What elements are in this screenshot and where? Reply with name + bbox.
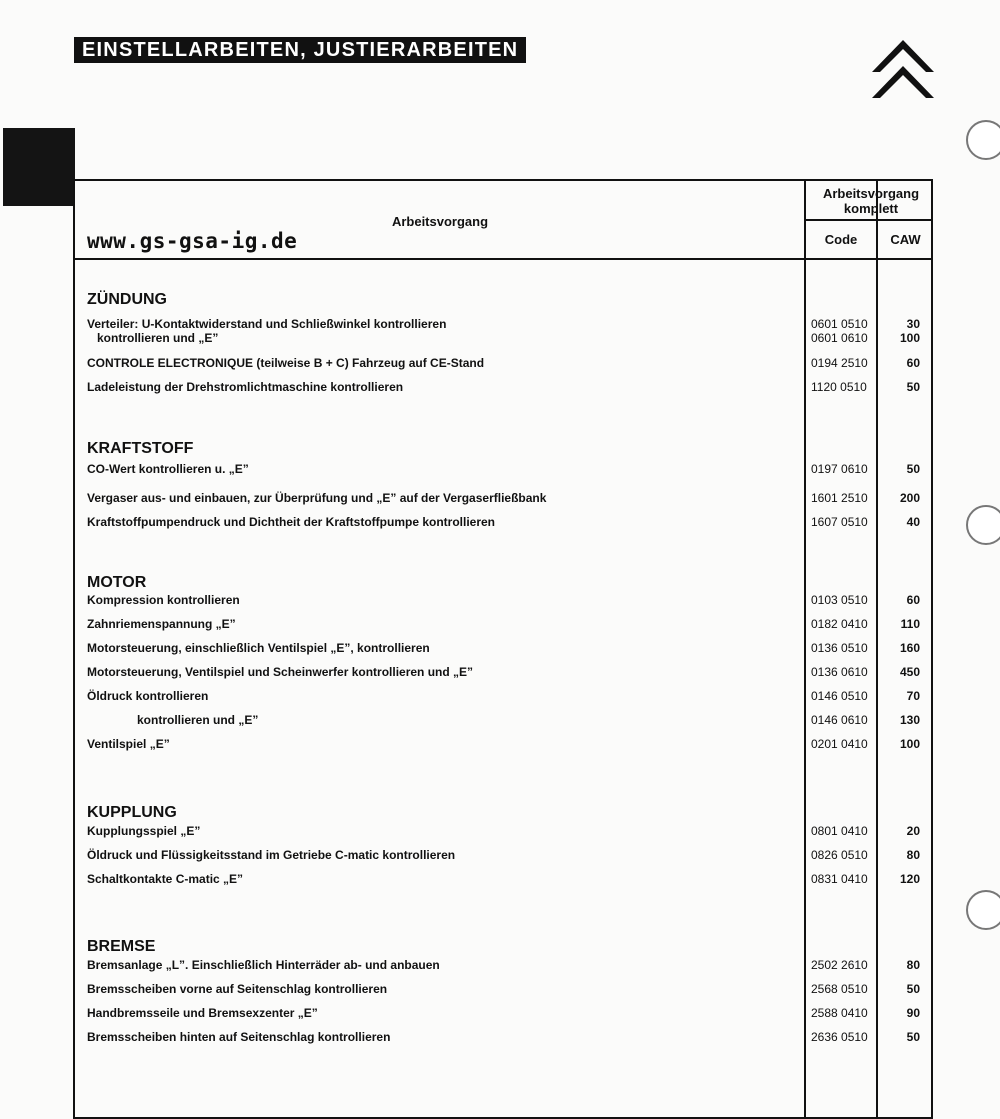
operation-code [811,737,868,751]
caw-value [900,317,920,345]
column-header-code: Code [824,232,858,247]
operation-code-value: 2636 0510 [811,1030,868,1044]
operation-code-value: 1601 2510 [811,491,868,505]
operation-code [811,462,868,476]
operation-code [811,380,867,394]
column-header-group: Arbeitsvorgang komplett [822,186,920,216]
operation-code-value: 0182 0410 [811,617,868,631]
operation-code-value: 0831 0410 [811,872,868,886]
caw-value [907,958,920,972]
punch-hole [966,890,1000,930]
operation-code-value: 2502 2610 [811,958,868,972]
section-heading: BREMSE [87,938,156,955]
caw-value [900,872,920,886]
operation-code [811,824,868,838]
caw-number: 50 [906,1030,920,1044]
operation-code-value: 0601 0510 [811,317,868,331]
caw-value [907,1030,920,1044]
section-heading: KRAFTSTOFF [87,440,194,457]
operation-code [811,515,868,529]
operation-code [811,617,868,631]
task-description [87,958,440,972]
operation-code [811,593,868,607]
operation-code [811,713,868,727]
task-description-line: Motorsteuerung, Ventilspiel und Scheinwerfer kontrollieren und „E” [87,665,474,679]
work-table [73,179,933,1119]
operation-code [811,665,868,679]
task-description [87,872,243,886]
task-description [87,380,403,394]
caw-value [907,1006,920,1020]
page-title: EINSTELLARBEITEN, JUSTIERARBEITEN [74,37,526,63]
caw-number: 60 [906,593,920,607]
task-description [87,462,249,476]
caw-number: 450 [899,665,920,679]
task-description [87,593,240,607]
operation-code [811,1030,868,1044]
punch-hole [966,120,1000,160]
operation-code [811,356,868,370]
section-heading: ZÜNDUNG [87,291,167,308]
task-description-line: Zahnriemenspannung „E” [87,617,236,631]
caw-number: 80 [906,848,920,862]
operation-code-value: 0103 0510 [811,593,868,607]
task-description [87,665,473,679]
operation-code-value: 0801 0410 [811,824,868,838]
task-description-line: Öldruck und Flüssigkeitsstand im Getriebe C-matic kontrollieren [87,848,456,862]
operation-code-value: 0136 0610 [811,665,868,679]
operation-code-value: 2588 0410 [811,1006,868,1020]
task-description-line: Vergaser aus- und einbauen, zur Überprüfung und „E” auf der Vergaserfließbank [87,491,547,505]
operation-code [811,848,868,862]
caw-number: 160 [899,641,920,655]
operation-code [811,641,868,655]
caw-number: 40 [906,515,920,529]
caw-value [900,665,920,679]
caw-number: 30 [906,317,920,331]
section-tab-marker [3,128,75,206]
caw-number: 100 [899,737,920,751]
task-description-line: Kupplungsspiel „E” [87,824,201,838]
task-description-line: Kompression kontrollieren [87,593,240,607]
caw-value [907,380,920,394]
caw-number: 130 [899,713,920,727]
caw-number: 50 [906,462,920,476]
task-description-line: kontrollieren und „E” [97,331,219,345]
caw-value [907,462,920,476]
caw-value [907,689,920,703]
task-description [87,982,387,996]
task-description [87,689,208,703]
column-header-caw: CAW [890,232,921,247]
caw-number: 120 [899,872,920,886]
caw-number: 50 [906,982,920,996]
operation-code-value: 1120 0510 [811,380,867,394]
task-description-line: Bremsanlage „L”. Einschließlich Hinterräder ab- und anbauen [87,958,440,972]
task-description-line: CONTROLE ELECTRONIQUE (teilweise B + C) Fahrzeug auf CE-Stand [87,356,485,370]
caw-value [907,982,920,996]
caw-value [900,491,920,505]
operation-code [811,982,868,996]
operation-code-value: 0201 0410 [811,737,868,751]
caw-value [900,641,920,655]
task-description [87,737,170,751]
caw-number: 70 [906,689,920,703]
operation-code-value: 0194 2510 [811,356,868,370]
caw-value [907,848,920,862]
caw-value [900,737,920,751]
caw-value [901,617,920,631]
header-bottom-rule [75,258,931,260]
caw-number: 80 [906,958,920,972]
operation-code-value: 0146 0510 [811,689,868,703]
task-description [87,515,495,529]
caw-number: 90 [906,1006,920,1020]
operation-code [811,872,868,886]
task-description-line: Schaltkontakte C-matic „E” [87,872,244,886]
citroen-double-chevron-icon [870,38,936,100]
caw-value [900,713,920,727]
task-description-line: Öldruck kontrollieren [87,689,209,703]
operation-code-value: 0601 0610 [811,331,868,345]
column-divider-caw [876,181,878,1117]
caw-number: 200 [899,491,920,505]
task-description [87,491,546,505]
task-description [137,713,258,727]
website-watermark: www.gs-gsa-ig.de [87,229,298,253]
caw-number: 20 [906,824,920,838]
operation-code [811,689,868,703]
task-description-line: Ladeleistung der Drehstromlichtmaschine kontrollieren [87,380,404,394]
column-divider-code [804,181,806,1117]
operation-code-value: 0826 0510 [811,848,868,862]
caw-value [907,356,920,370]
operation-code [811,491,868,505]
task-description-line: Motorsteuerung, einschließlich Ventilspiel „E”, kontrollieren [87,641,430,655]
section-heading: MOTOR [87,574,147,591]
caw-number: 100 [899,331,920,345]
caw-number: 60 [906,356,920,370]
caw-value [907,515,920,529]
operation-code-value: 0136 0510 [811,641,868,655]
task-description [87,1030,390,1044]
task-description-line: kontrollieren und „E” [137,713,259,727]
task-description [87,617,236,631]
column-header-task: Arbeitsvorgang [391,214,489,229]
task-description [87,317,446,345]
operation-code-value: 0197 0610 [811,462,868,476]
operation-code [811,958,868,972]
operation-code-value: 1607 0510 [811,515,868,529]
section-heading: KUPPLUNG [87,804,177,821]
task-description-line: Verteiler: U-Kontaktwiderstand und Schließwinkel kontrollieren [87,317,447,331]
caw-value [907,593,920,607]
task-description [87,641,430,655]
task-description-line: Bremsscheiben hinten auf Seitenschlag kontrollieren [87,1030,391,1044]
task-description [87,1006,318,1020]
operation-code-value: 2568 0510 [811,982,868,996]
task-description-line: CO-Wert kontrollieren u. „E” [87,462,249,476]
operation-code [811,317,868,345]
task-description [87,824,200,838]
task-description [87,356,484,370]
caw-number: 110 [900,617,920,631]
operation-code-value: 0146 0610 [811,713,868,727]
header-divider-group [804,219,931,221]
caw-value [907,824,920,838]
task-description-line: Bremsscheiben vorne auf Seitenschlag kontrollieren [87,982,388,996]
caw-number: 50 [906,380,920,394]
task-description [87,848,455,862]
task-description-line: Handbremsseile und Bremsexzenter „E” [87,1006,318,1020]
task-description-line: Ventilspiel „E” [87,737,170,751]
task-description-line: Kraftstoffpumpendruck und Dichtheit der Kraftstoffpumpe kontrollieren [87,515,496,529]
operation-code [811,1006,868,1020]
punch-hole [966,505,1000,545]
